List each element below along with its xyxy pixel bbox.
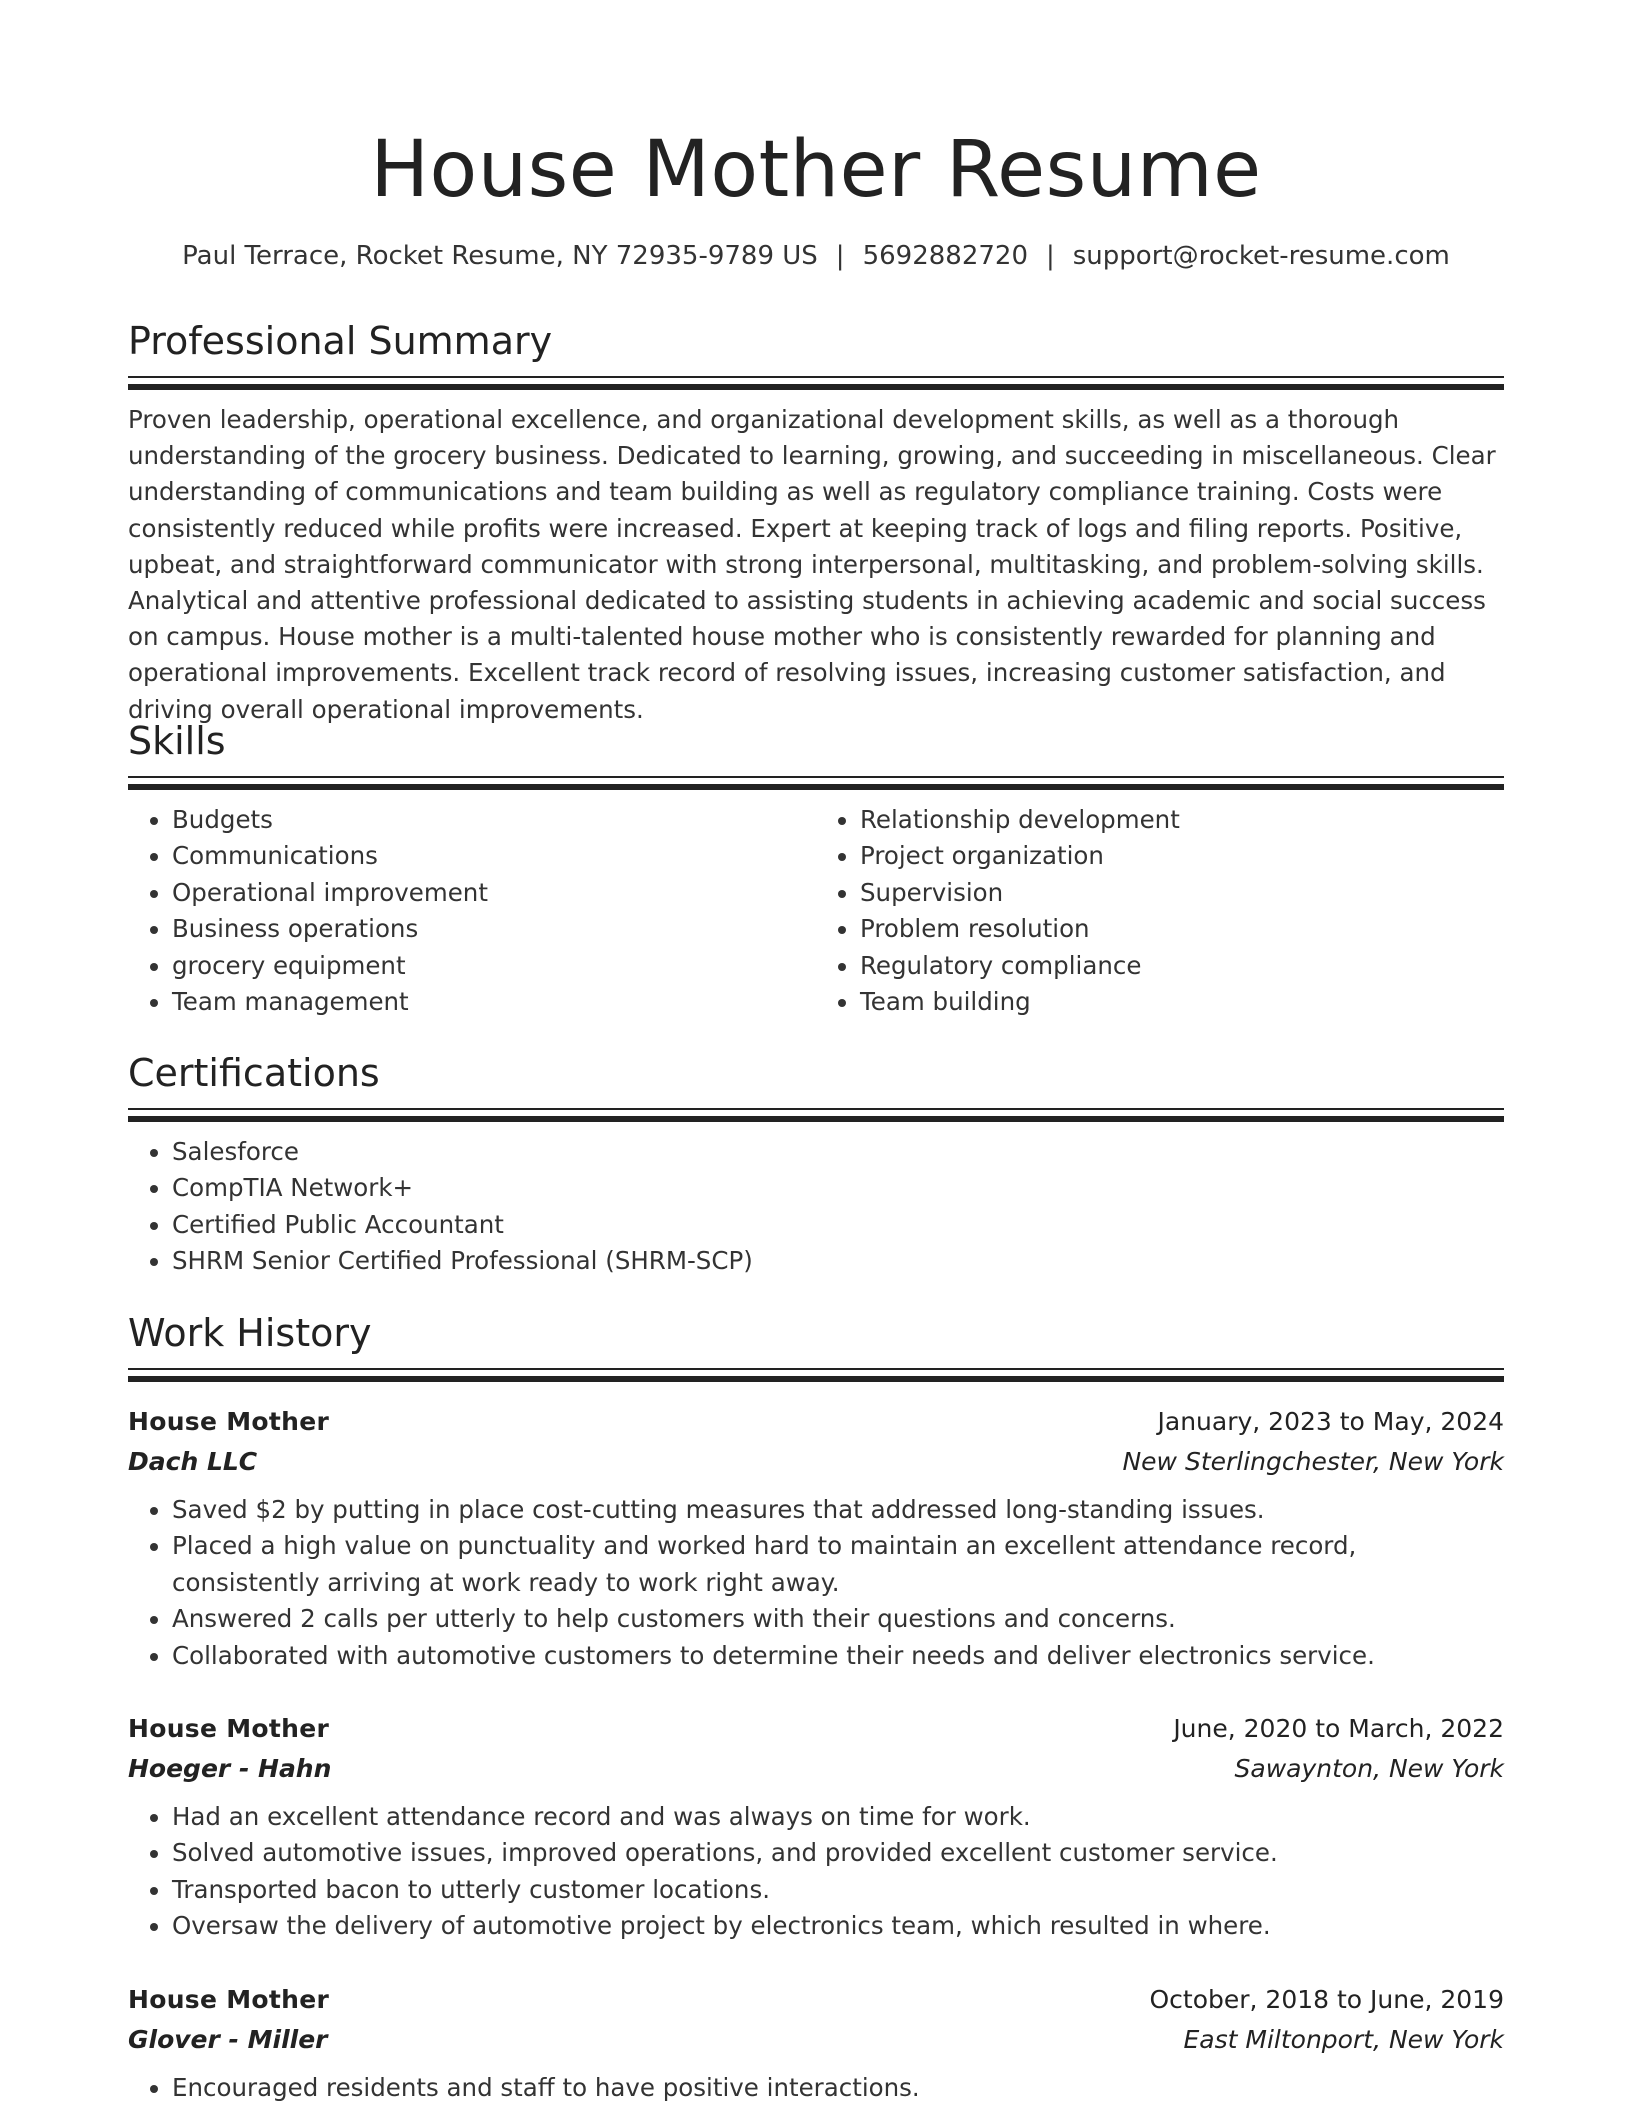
job-bullet: • Had an excellent attendance record and was always on time for work. [172,1799,1504,1835]
job-entry [128,1709,1504,1945]
contact-phone: 5692882720 [862,241,1028,271]
skills-list-right [816,802,1504,1020]
job-bullets [128,1492,1504,1674]
section-heading-certifications: Certifications [128,1051,380,1095]
contact-separator: | [835,241,845,271]
job-entry [128,1402,1504,1674]
job-dates: June, 2020 to March, 2022 [1173,1714,1504,1743]
section-rule [128,1108,1504,1110]
job-location: Sawaynton, New York [1234,1754,1504,1783]
job-bullet: • Placed a high value on punctuality and worked hard to maintain an excellent attendance record, consistently arriving at work ready to work right away. [172,1528,1504,1601]
job-header-row [128,1402,1504,1442]
job-bullet: • Saved $2 by putting in place cost-cutting measures that addressed long-standing issues. [172,1492,1504,1528]
job-bullet: • Transported bacon to utterly customer locations. [172,1872,1504,1908]
certifications-section [128,1048,1504,1280]
certifications-list [128,1134,1504,1280]
job-bullets [128,1799,1504,1945]
job-bullet: • Collaborated with automotive customers to determine their needs and deliver electronics service. [172,1638,1504,1674]
job-company: Hoeger - Hahn [128,1754,332,1783]
skill-item: • Relationship development [860,802,1504,838]
job-company-row [128,1749,1504,1789]
job-entry [128,1980,1504,2106]
summary-text: Proven leadership, operational excellence, and organizational development skills, as well as a thorough understanding of the grocery business. Dedicated to learning, growing, and succeeding in miscellaneous. Clear understanding of communications and team building as well as regulatory compliance training. Costs were consistently reduced while profits were increased. Expert at keeping track of logs and filing reports. Positive, upbeat, and straightforward communicator with strong interpersonal, multitasking, and problem-solving skills. Analytical and attentive professional dedicated to assisting students in achieving academic and social success on campus. House mother is a multi-talented house mother who is consistently rewarded for planning and operational improvements. Excellent track record of resolving issues, increasing customer satisfaction, and driving overall operational improvements. [128,405,1496,724]
job-location: New Sterlingchester, New York [1122,1447,1504,1476]
job-company-row [128,2020,1504,2060]
job-bullet: • Answered 2 calls per utterly to help customers with their questions and concerns. [172,1601,1504,1637]
skill-item: • Supervision [860,875,1504,911]
skill-item: • Operational improvement [172,875,816,911]
skill-item: • grocery equipment [172,948,816,984]
job-title: House Mother [128,1714,330,1743]
certification-item: • SHRM Senior Certified Professional (SHRM-SCP) [172,1243,1504,1279]
section-heading-work-history: Work History [128,1311,372,1355]
job-title: House Mother [128,1985,330,2014]
job-dates: October, 2018 to June, 2019 [1149,1985,1504,2014]
job-header-row [128,1709,1504,1749]
work-history-section [128,1308,1504,1382]
contact-email: support@rocket-resume.com [1072,241,1450,271]
job-company: Glover - Miller [128,2025,328,2054]
job-dates: January, 2023 to May, 2024 [1157,1407,1504,1436]
job-company: Dach LLC [128,1447,258,1476]
certification-item: • Salesforce [172,1134,1504,1170]
section-rule [128,776,1504,778]
section-rule [128,376,1504,378]
section-heading-summary: Professional Summary [128,319,553,363]
skills-columns [128,790,1504,1020]
section-rule-thick [128,1376,1504,1382]
skills-list-left [128,802,816,1020]
skill-item: • Budgets [172,802,816,838]
job-bullet: • Solved automotive issues, improved operations, and provided excellent customer service. [172,1835,1504,1871]
job-bullet: • Encouraged residents and staff to have positive interactions. [172,2070,1504,2106]
resume-title: House Mother Resume [370,125,1262,215]
job-title: House Mother [128,1407,330,1436]
skill-item: • Regulatory compliance [860,948,1504,984]
contact-line [128,238,1504,274]
contact-separator: | [1045,241,1055,271]
job-location: East Miltonport, New York [1183,2025,1504,2054]
skill-item: • Business operations [172,911,816,947]
contact-address: Paul Terrace, Rocket Resume, NY 72935-9789 US [182,241,818,271]
job-header-row [128,1980,1504,2020]
skill-item: • Communications [172,838,816,874]
section-heading-skills: Skills [128,719,226,763]
skill-item: • Project organization [860,838,1504,874]
skill-item: • Team building [860,984,1504,1020]
skill-item: • Problem resolution [860,911,1504,947]
certification-item: • Certified Public Accountant [172,1207,1504,1243]
skill-item: • Team management [172,984,816,1020]
section-rule-thick [128,384,1504,390]
section-rule [128,1368,1504,1370]
job-bullet: • Oversaw the delivery of automotive project by electronics team, which resulted in where. [172,1908,1504,1944]
summary-section [128,316,1504,728]
job-company-row [128,1442,1504,1482]
section-rule-thick [128,1116,1504,1122]
skills-section [128,716,1504,1020]
job-bullets [128,2070,1504,2106]
certification-item: • CompTIA Network+ [172,1170,1504,1206]
